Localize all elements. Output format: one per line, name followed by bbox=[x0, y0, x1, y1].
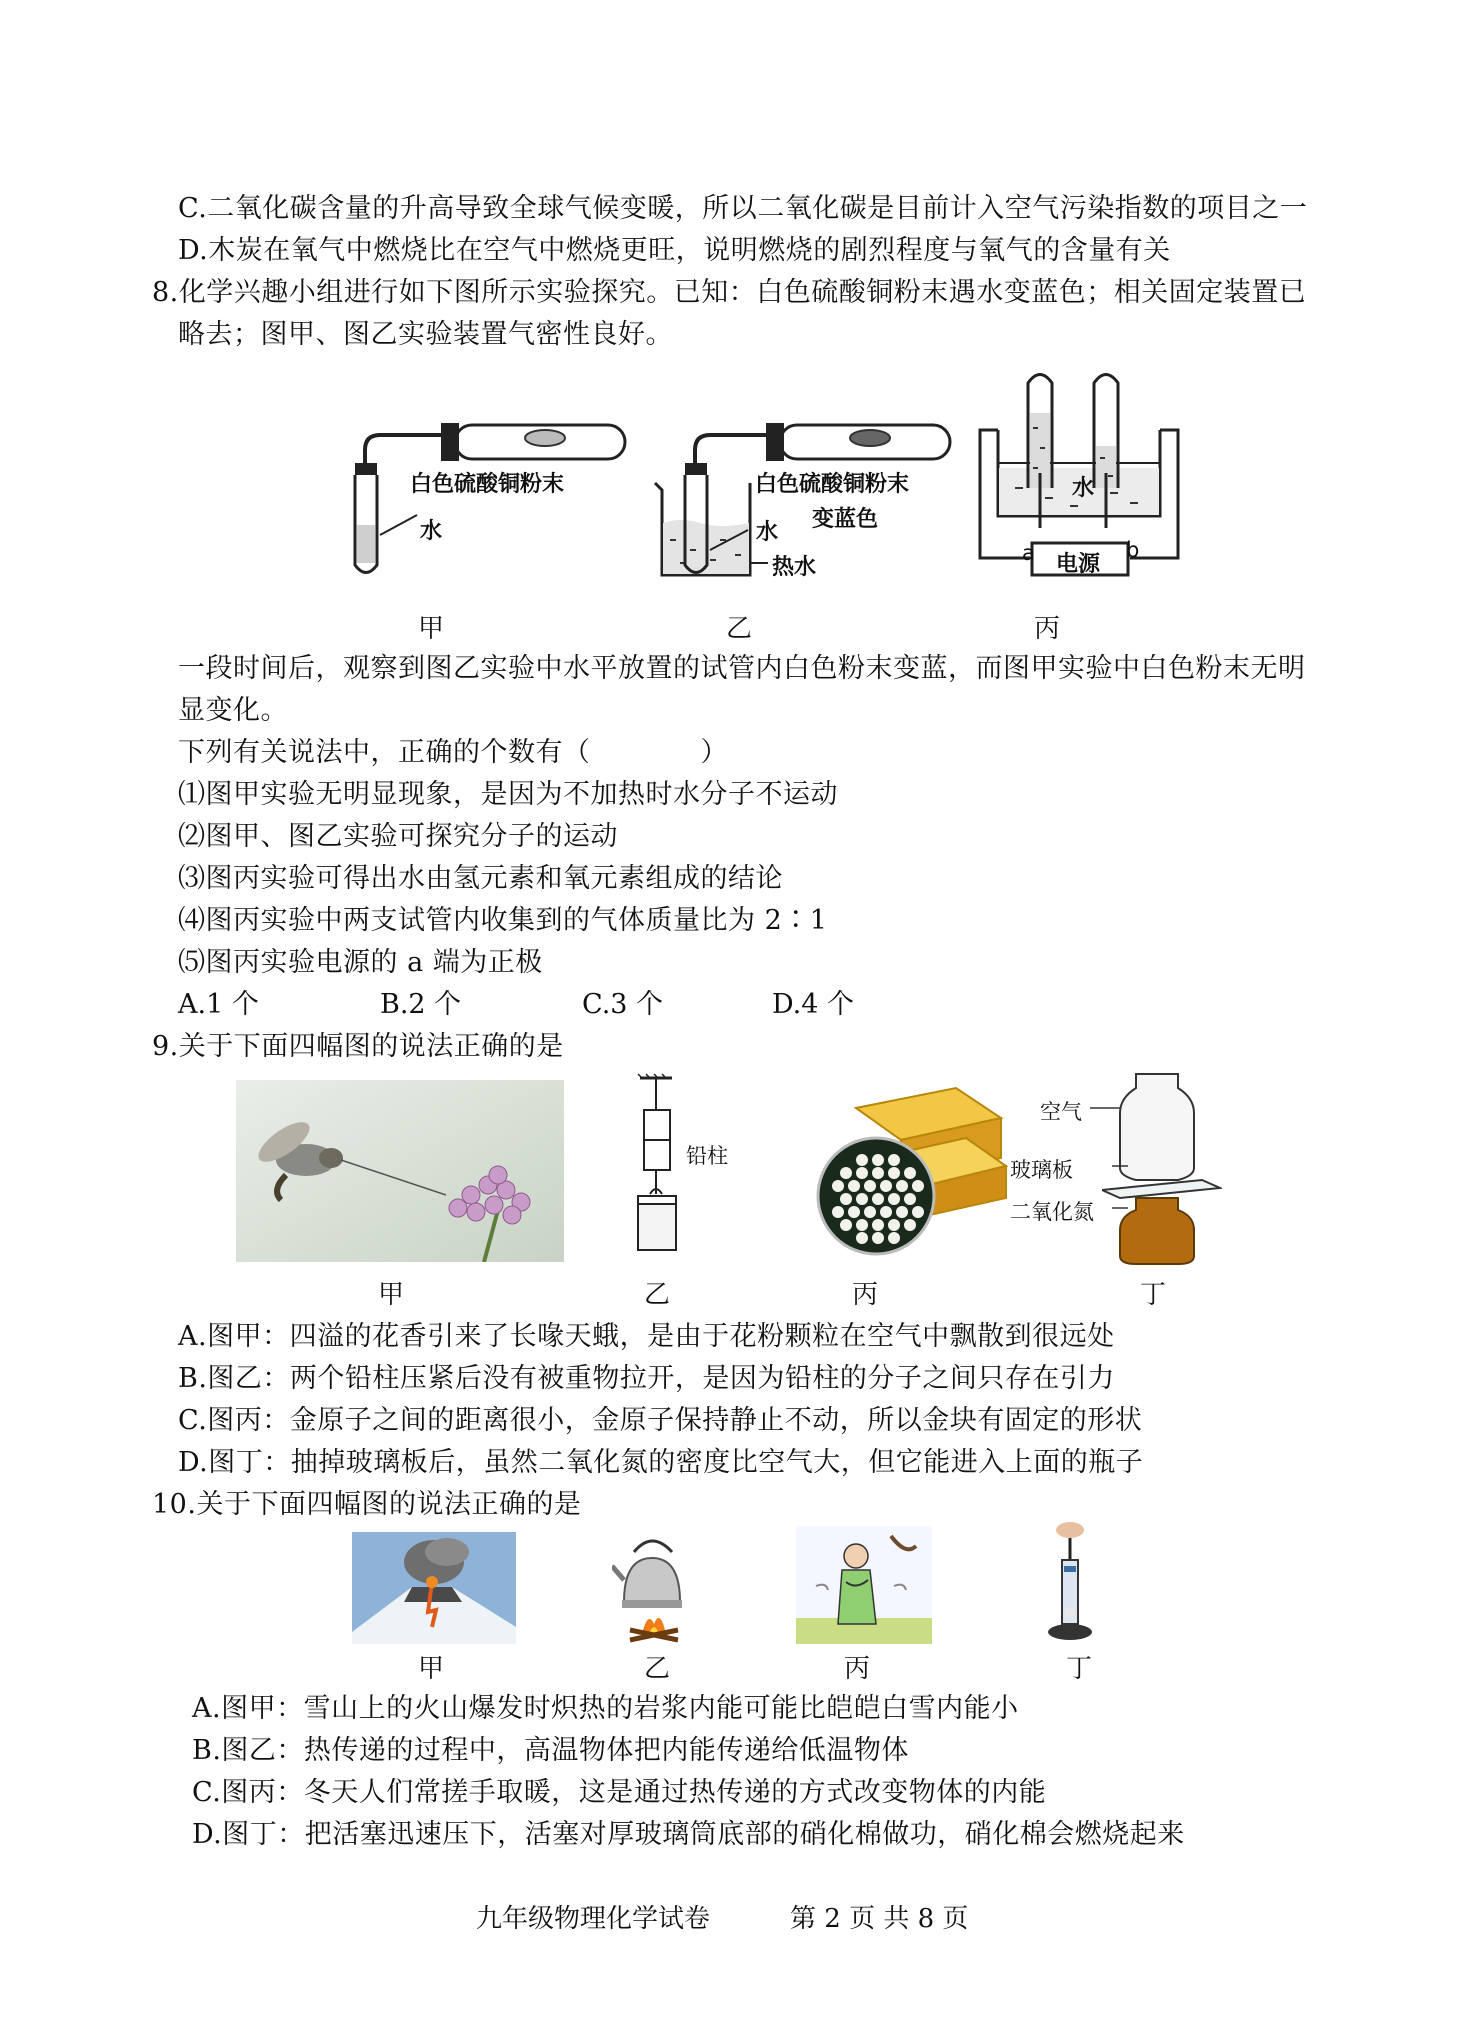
q8-label-power: 电源 bbox=[1056, 552, 1101, 577]
q9-figure-bing-gold-atoms bbox=[816, 1078, 1016, 1263]
q8-label-water-b: 水 bbox=[756, 520, 779, 545]
q8-label-turn-blue: 变蓝色 bbox=[812, 507, 879, 532]
q9-figure-yi-lead-cylinders bbox=[632, 1072, 692, 1272]
q8-item-5: ⑸图丙实验电源的 a 端为正极 bbox=[178, 947, 543, 978]
q9-label-lead: 铅柱 bbox=[686, 1144, 728, 1168]
q9-option-c: C.图丙：金原子之间的距离很小，金原子保持静止不动，所以金块有固定的形状 bbox=[178, 1405, 1143, 1436]
q10-caption-yi: 乙 bbox=[644, 1654, 671, 1684]
q8-observation-line1: 一段时间后，观察到图乙实验中水平放置的试管内白色粉末变蓝，而图甲实验中白色粉末无明 bbox=[178, 653, 1306, 684]
q10-figure-jia-volcano bbox=[352, 1532, 516, 1644]
q9-caption-yi: 乙 bbox=[644, 1280, 671, 1310]
q8-item-3: ⑶图丙实验可得出水由氢元素和氧元素组成的结论 bbox=[178, 863, 783, 894]
q8-item-1: ⑴图甲实验无明显现象，是因为不加热时水分子不运动 bbox=[178, 779, 838, 810]
q10-option-b: B.图乙：热传递的过程中，高温物体把内能传递给低温物体 bbox=[192, 1735, 909, 1766]
q8-caption-jia: 甲 bbox=[418, 614, 445, 644]
q10-stem: 10.关于下面四幅图的说法正确的是 bbox=[152, 1489, 582, 1520]
q10-figure-yi-kettle bbox=[612, 1522, 696, 1646]
q8-label-a: a bbox=[1022, 541, 1035, 565]
q8-label-hot-water: 热水 bbox=[772, 555, 817, 580]
q8-option-c: C.3 个 bbox=[582, 989, 664, 1020]
q10-caption-jia: 甲 bbox=[418, 1654, 445, 1684]
q9-label-no2: 二氧化氮 bbox=[1010, 1200, 1094, 1224]
q9-caption-jia: 甲 bbox=[378, 1280, 405, 1310]
q9-option-d: D.图丁：抽掉玻璃板后，虽然二氧化氮的密度比空气大，但它能进入上面的瓶子 bbox=[178, 1447, 1144, 1478]
q9-leader-lines bbox=[1080, 1100, 1130, 1220]
q10-option-a: A.图甲：雪山上的火山爆发时炽热的岩浆内能可能比皑皑白雪内能小 bbox=[192, 1693, 1019, 1724]
q10-caption-bing: 丙 bbox=[844, 1654, 871, 1684]
q7-option-c: C.二氧化碳含量的升高导致全球气候变暖，所以二氧化碳是目前计入空气污染指数的项目之一 bbox=[178, 193, 1308, 224]
q7-option-d: D.木炭在氧气中燃烧比在空气中燃烧更旺，说明燃烧的剧烈程度与氧气的含量有关 bbox=[178, 235, 1171, 266]
q8-caption-bing: 丙 bbox=[1034, 614, 1061, 644]
q8-option-b: B.2 个 bbox=[380, 989, 462, 1020]
q8-item-4: ⑷图丙实验中两支试管内收集到的气体质量比为 2∶1 bbox=[178, 905, 828, 936]
q8-observation-line2: 显变化。 bbox=[178, 695, 288, 726]
q9-label-air: 空气 bbox=[1040, 1100, 1082, 1124]
q10-figure-bing-rubbing-hands bbox=[796, 1526, 932, 1644]
q9-option-a: A.图甲：四溢的花香引来了长喙天蛾，是由于花粉颗粒在空气中飘散到很远处 bbox=[178, 1321, 1115, 1352]
q8-label-water-a: 水 bbox=[420, 519, 443, 544]
q8-option-d: D.4 个 bbox=[772, 989, 855, 1020]
q9-label-glass: 玻璃板 bbox=[1010, 1158, 1073, 1182]
q8-stem-line1: 8.化学兴趣小组进行如下图所示实验探究。已知：白色硫酸铜粉末遇水变蓝色；相关固定装置已 bbox=[152, 277, 1307, 308]
q8-label-powder-a: 白色硫酸铜粉末 bbox=[410, 472, 565, 497]
q10-figure-ding-piston bbox=[1038, 1520, 1098, 1648]
q9-figure-jia-moth-flower bbox=[236, 1080, 564, 1262]
q8-label-powder-b: 白色硫酸铜粉末 bbox=[755, 472, 910, 497]
q8-stem-line2: 略去；图甲、图乙实验装置气密性良好。 bbox=[178, 319, 673, 350]
q9-stem: 9.关于下面四幅图的说法正确的是 bbox=[152, 1031, 564, 1062]
q10-option-d: D.图丁：把活塞迅速压下，活塞对厚玻璃筒底部的硝化棉做功，硝化棉会燃烧起来 bbox=[192, 1819, 1185, 1850]
q9-caption-ding: 丁 bbox=[1140, 1280, 1167, 1310]
q8-item-2: ⑵图甲、图乙实验可探究分子的运动 bbox=[178, 821, 618, 852]
footer-exam-title: 九年级物理化学试卷 bbox=[476, 1904, 711, 1934]
q9-option-b: B.图乙：两个铅柱压紧后没有被重物拉开，是因为铅柱的分子之间只存在引力 bbox=[178, 1363, 1115, 1394]
q8-label-b: b bbox=[1126, 538, 1140, 562]
footer-page-number: 第 2 页 共 8 页 bbox=[790, 1904, 969, 1934]
q10-caption-ding: 丁 bbox=[1066, 1654, 1093, 1684]
q10-option-c: C.图丙：冬天人们常搓手取暖，这是通过热传递的方式改变物体的内能 bbox=[192, 1777, 1047, 1808]
q8-question: 下列有关说法中，正确的个数有（ ） bbox=[178, 737, 728, 768]
q8-option-a: A.1 个 bbox=[178, 989, 259, 1020]
q9-caption-bing: 丙 bbox=[852, 1280, 879, 1310]
q8-label-water-c: 水 bbox=[1072, 476, 1095, 501]
q8-caption-yi: 乙 bbox=[726, 614, 753, 644]
